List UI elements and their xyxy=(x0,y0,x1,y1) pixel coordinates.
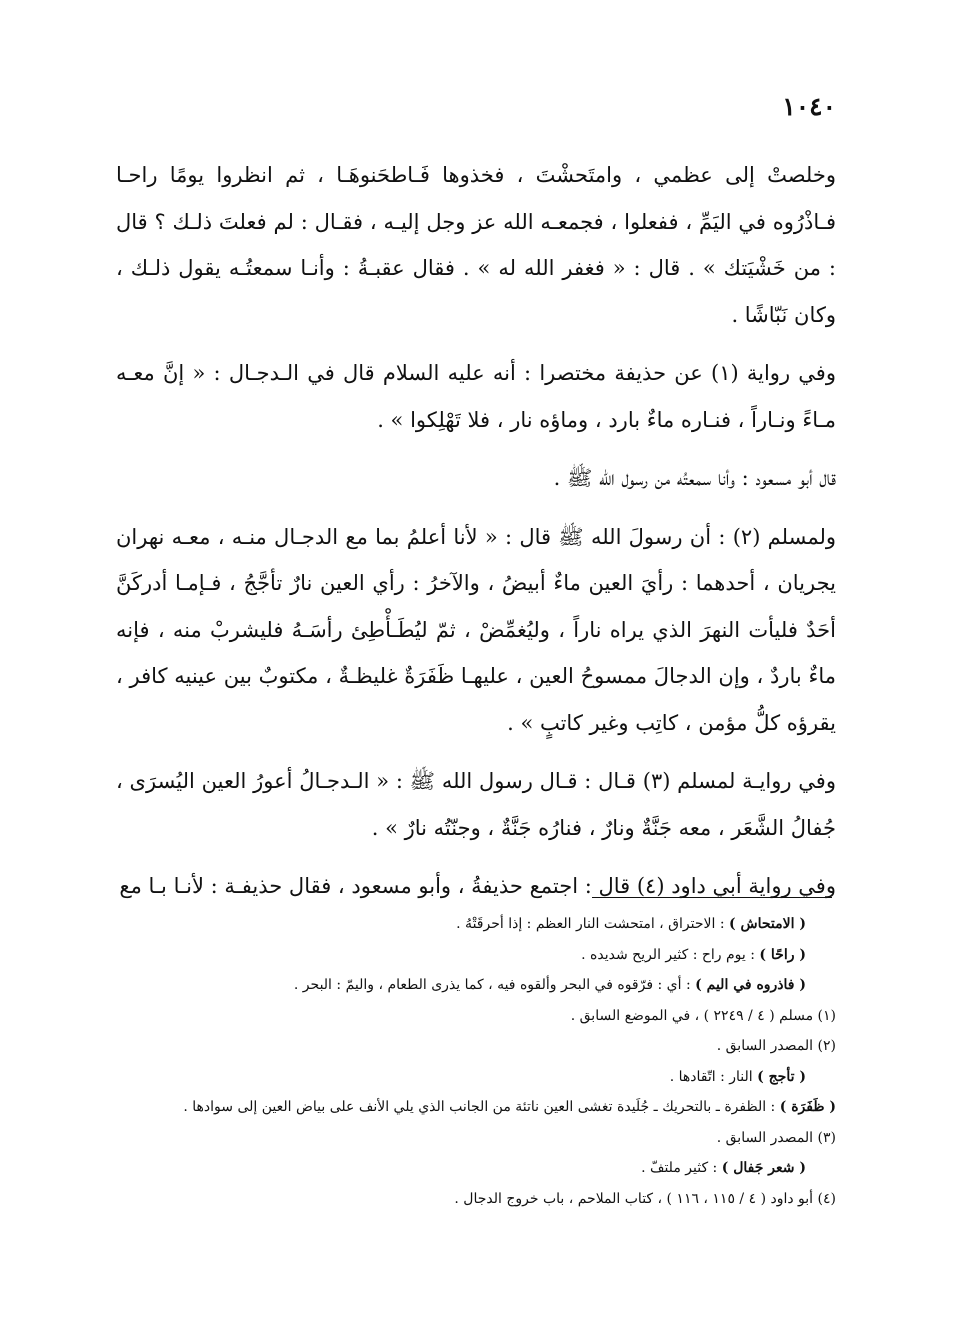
footnote-text: المصدر السابق . xyxy=(716,1038,818,1054)
footnote-6 xyxy=(116,1062,836,1093)
paragraph-1: وخلصتْ إلى عظمي ، وامتَحشْتَ ، فخذوها فَـاطحَنوهَـا ، ثم انظروا يومًا راحـا فـاذْرُوه في اليَمِّ ، ففعلوا ، فجمعـه الله عز وجل إليـه ، فقـال : لم فعلتَ ذلـك ؟ قال : من خَشْيَتك » . قال : « فغفر الله له » . فقال عقبـةُ : وأنـا سمعتُـه يقول ذلـك ، وكان نَبّاشًا . xyxy=(116,163,836,327)
footnote-term: ( ظَفَرَة ) xyxy=(779,1099,836,1115)
footnote-text: مسلم ( ٤ / ٢٢٤٩ ) ، في الموضع السابق . xyxy=(570,1007,818,1024)
footnote-text: المصدر السابق . xyxy=(716,1129,818,1146)
paragraph-4: ولمسلم (٢) : أن رسولَ الله ﷺ قال : « لأنا أعلمُ بما مع الدجـال منـه ، معـه نهران يجريان ، أحدهما : رأيَ العين ماءٌ أبيضُ ، والآخرُ : رأي العين نارٌ تأجَّجُ ، فـإمـا أدركَنَّ أحَدٌ فليأت النهرَ الذي يراه ناراً ، وليُغمِّضْ ، ثمّ ليُطَـأْطِئ رأسَـهُ فليشربْ منه ، فإنه ماءٌ باردٌ ، وإن الدجالَ ممسوحُ العين ، عليهـا ظَفَرَةٌ غليظـةٌ ، مكتوبٌ بين عينيه كافر ، يقرؤه كلُّ مؤمن ، كاتِب وغير كاتبٍ » . xyxy=(116,524,837,735)
footnote-text: : يوم راح : كثير الريح شديده . xyxy=(581,946,760,963)
footnote-number: (١) xyxy=(817,1007,836,1024)
footnote-term: ( تأجج ) xyxy=(757,1068,806,1085)
paragraph-3: قال أبو مسعود : وأنا سمعتُه من رسول الله ﷺ . xyxy=(553,466,836,490)
paragraph-5: وفي روايـة لمسلم (٣) قـال : قـال رسول الله ﷺ : « الـدجـالُ أعورُ العين اليُسرَى ، جُفالُ الشَّعَر ، معه جَنَّةٌ ونارٌ ، فنارُه جَنَّةٌ ، وجنّتُه نارٌ » . xyxy=(116,769,836,840)
footnote-number: (٢) xyxy=(817,1038,836,1054)
footnote-term: ( الامتحاش ) xyxy=(729,916,806,932)
paragraph-6: وفي رواية أبي داود (٤) قال : اجتمع حذيفةُ ، وأبو مسعود ، فقال حذيفـة : لأنـا بـا مع xyxy=(119,874,836,898)
footnote-number: (٣) xyxy=(817,1129,836,1146)
footnote-9 xyxy=(116,1153,836,1184)
footnote-divider xyxy=(592,897,832,898)
footnote-1 xyxy=(116,909,836,940)
footnote-10 xyxy=(116,1184,836,1215)
page-number: ١٠٤٠ xyxy=(782,92,836,121)
footnote-2 xyxy=(116,940,836,971)
footnote-8 xyxy=(116,1123,836,1154)
footnote-text: : أي : فرّقوه في البحر وألقوه فيه ، كما يذرى الطعام ، واليمّ : البحر . xyxy=(293,977,696,993)
footnote-text: : الظفرة ـ بالتحريك ـ جُلَيدة تغشى العين ناتئة من الجانب الذي يلي الأنف على بياض العين إلى سوادها . xyxy=(183,1099,780,1115)
footnote-term: ( شعر جَفال ) xyxy=(721,1160,806,1176)
footnote-text: أبو داود ( ٤ / ١١٥ ، ١١٦ ) ، كتاب الملاحم ، باب خروج الدجال . xyxy=(454,1190,818,1207)
footnote-4 xyxy=(116,1001,836,1032)
footnote-3 xyxy=(116,970,836,1001)
footnote-text: النار : اتّقادها . xyxy=(669,1068,758,1085)
main-text xyxy=(116,152,836,910)
footnotes xyxy=(116,909,836,1214)
footnote-term: ( راحًا ) xyxy=(759,946,806,963)
paragraph-2: وفي رواية (١) عن حذيفة مختصرا : أنه عليه السلام قال في الـدجـال : « إنَّ معـه مـاءً ونـاراً ، فنـاره ماءٌ بارد ، وماؤه نار ، فلا تَهْلِكوا » . xyxy=(116,361,836,432)
footnote-text: : الاحتراق ، امتحشت النار العظم : إذا أحرقَتْهُ . xyxy=(456,916,729,932)
footnote-number: (٤) xyxy=(817,1190,836,1207)
footnote-term: ( فاذروه في اليم ) xyxy=(695,977,806,993)
footnote-text: : كثير ملتفّ . xyxy=(641,1160,722,1176)
footnote-5 xyxy=(116,1031,836,1062)
footnote-7 xyxy=(116,1092,836,1123)
